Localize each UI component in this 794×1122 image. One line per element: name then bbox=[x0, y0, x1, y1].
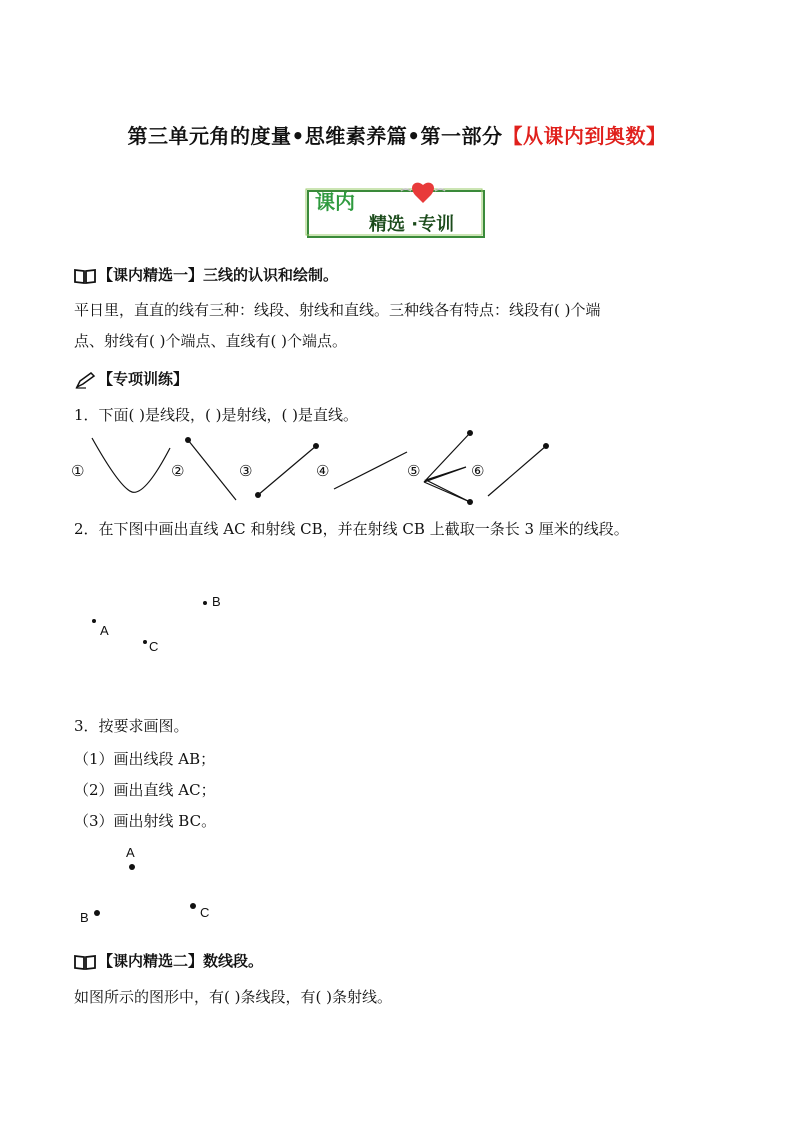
q1-label-3: ③ bbox=[239, 462, 253, 480]
q3-item-2: （2）画出直线 AC； bbox=[74, 781, 216, 799]
q1-label-2: ② bbox=[171, 462, 185, 480]
q1-text: 1．下面( )是线段，( )是射线，( )是直线。 bbox=[74, 406, 358, 424]
q3-label-a: A bbox=[126, 845, 135, 860]
figure-6-dot bbox=[543, 443, 549, 449]
q2-text: 2．在下图中画出直线 AC 和射线 CB，并在射线 CB 上截取一条长 3 厘米的线段。 bbox=[74, 520, 629, 538]
page-title bbox=[0, 120, 794, 149]
q2-point-c bbox=[143, 640, 147, 644]
figure-3-dot-b bbox=[313, 443, 319, 449]
q3-label-b: B bbox=[80, 910, 89, 925]
figure-4-line bbox=[334, 452, 407, 489]
q2-label-b: B bbox=[212, 594, 221, 609]
q1-label-5: ⑤ bbox=[407, 462, 421, 480]
q2-label-c: C bbox=[149, 639, 159, 654]
figure-3-segment bbox=[258, 446, 316, 495]
figure-5-edge bbox=[424, 482, 470, 502]
q3-point-c bbox=[190, 903, 196, 909]
section-banner bbox=[305, 181, 489, 241]
q3-point-a bbox=[129, 864, 135, 870]
q3-text: 3．按要求画图。 bbox=[74, 717, 189, 735]
section1-para-line2: 点、射线有( )个端点、直线有( )个端点。 bbox=[74, 332, 347, 350]
book-icon bbox=[74, 268, 96, 284]
q3-item-1: （1）画出线段 AB； bbox=[74, 750, 216, 768]
section1-para-line1: 平日里，直直的线有三种：线段、射线和直线。三种线各有特点：线段有( )个端 bbox=[74, 301, 601, 319]
q1-figures bbox=[0, 430, 794, 510]
q1-label-4: ④ bbox=[316, 462, 330, 480]
q2-point-a bbox=[92, 619, 96, 623]
q3-item-3: （3）画出射线 BC。 bbox=[74, 812, 217, 830]
figure-2-ray bbox=[188, 440, 236, 500]
q3-point-b bbox=[94, 910, 100, 916]
training-heading: 【专项训练】 bbox=[74, 369, 188, 389]
book-icon bbox=[74, 954, 96, 970]
figure-5-dot-top bbox=[467, 430, 473, 436]
q2-point-b bbox=[203, 601, 207, 605]
q1-label-1: ① bbox=[71, 462, 85, 480]
section2-para: 如图所示的图形中，有( )条线段，有( )条射线。 bbox=[74, 988, 392, 1006]
section2-heading: 【课内精选二】数线段。 bbox=[74, 951, 263, 971]
section1-heading: 【课内精选一】三线的认识和绘制。 bbox=[74, 265, 338, 285]
banner-line2: 精选 ·专训 bbox=[369, 214, 455, 235]
figure-1-curve bbox=[92, 438, 170, 492]
figure-2-dot bbox=[185, 437, 191, 443]
figure-6-ray bbox=[488, 446, 546, 496]
banner-line1: 课内 bbox=[315, 190, 355, 214]
figure-5-dot-bottom bbox=[467, 499, 473, 505]
figure-3-dot-a bbox=[255, 492, 261, 498]
q3-points bbox=[0, 850, 300, 930]
title-highlight: 【从课内到奥数】 bbox=[502, 124, 667, 148]
q2-label-a: A bbox=[100, 623, 109, 638]
pen-icon bbox=[74, 371, 96, 389]
q3-label-c: C bbox=[200, 905, 210, 920]
q1-label-6: ⑥ bbox=[471, 462, 485, 480]
title-main: 第三单元角的度量•思维素养篇•第一部分 bbox=[127, 124, 503, 148]
